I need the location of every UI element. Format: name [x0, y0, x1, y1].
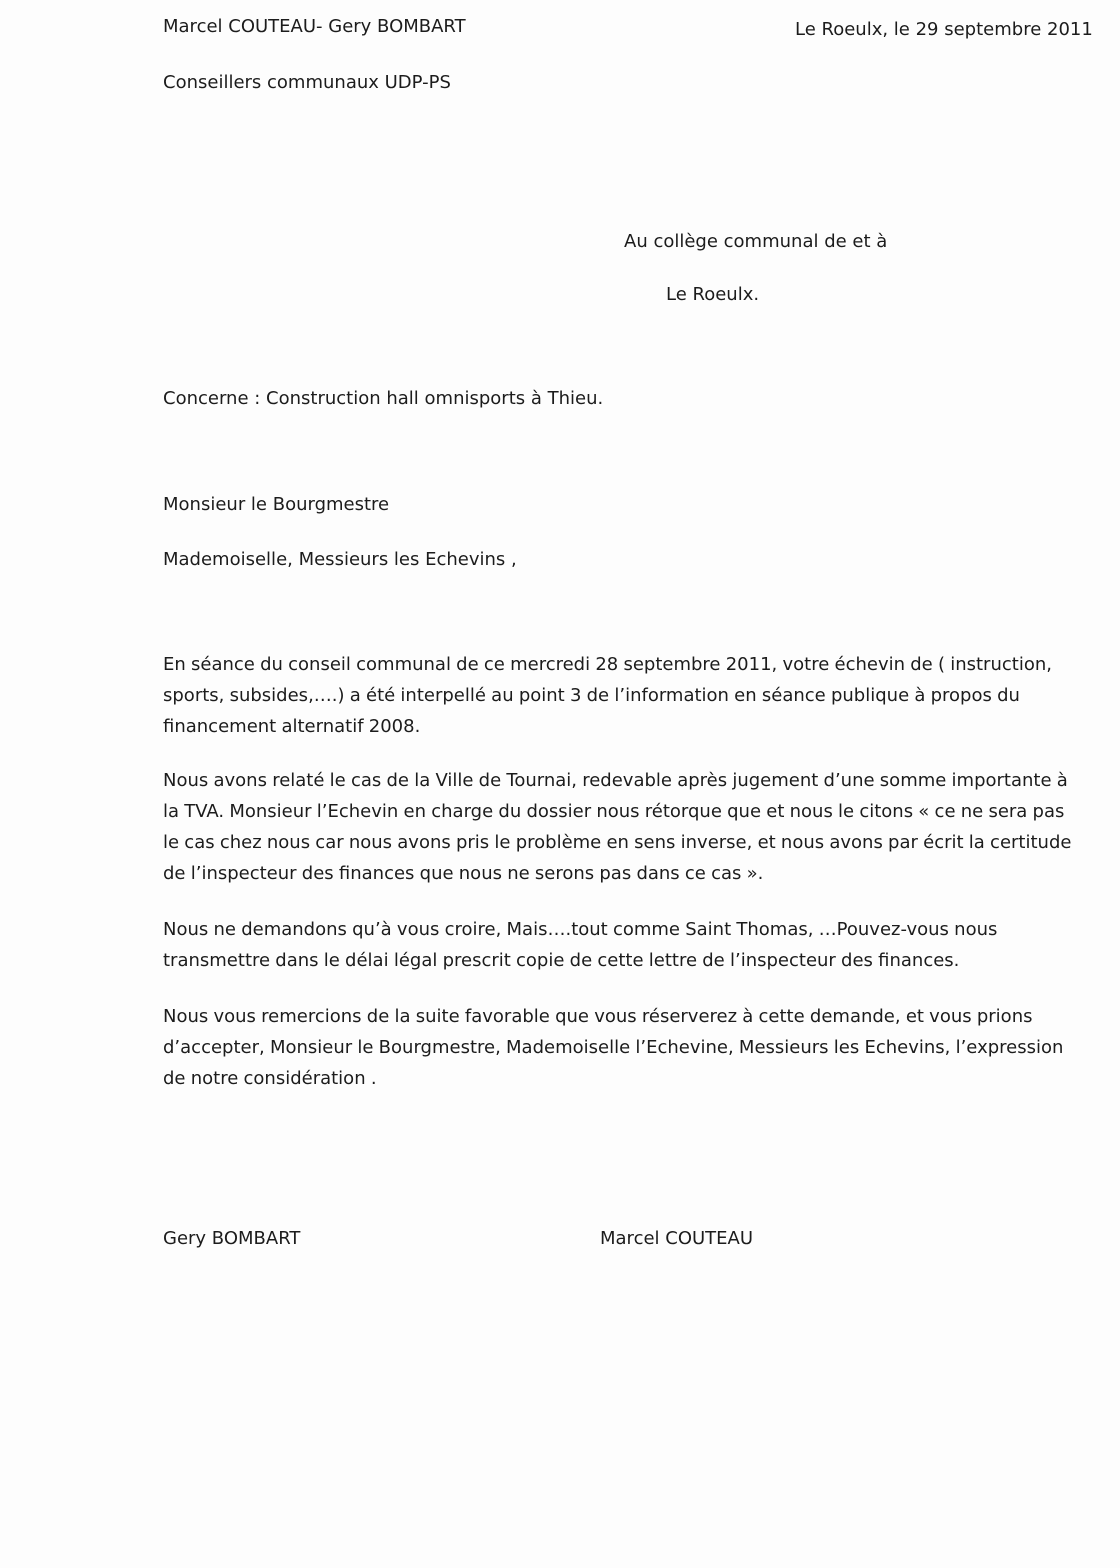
body-paragraph-2 — [163, 765, 1108, 889]
salutation-line-1: Monsieur le Bourgmestre — [163, 494, 390, 515]
body-line: Nous avons relaté le cas de la Ville de Tournai, redevable après jugement d’une somme importante à — [163, 770, 1068, 791]
body-line: transmettre dans le délai légal prescrit copie de cette lettre de l’inspecteur des finances. — [163, 950, 960, 971]
recipient-line-2: Le Roeulx. — [666, 284, 760, 305]
body-line: Nous vous remercions de la suite favorable que vous réserverez à cette demande, et vous prions — [163, 1006, 1033, 1027]
body-line: En séance du conseil communal de ce mercredi 28 septembre 2011, votre échevin de ( instruction, — [163, 654, 1052, 675]
sender-names: Marcel COUTEAU- Gery BOMBART — [163, 16, 466, 37]
signature-right: Marcel COUTEAU — [600, 1228, 754, 1249]
body-line: Nous ne demandons qu’à vous croire, Mais….tout comme Saint Thomas, …Pouvez-vous nous — [163, 919, 998, 940]
signature-left: Gery BOMBART — [163, 1228, 301, 1249]
body-paragraph-4 — [163, 1001, 1108, 1094]
body-line: sports, subsides,….) a été interpellé au point 3 de l’information en séance publique à propos du — [163, 685, 1020, 706]
subject-line: Concerne : Construction hall omnisports à Thieu. — [163, 388, 604, 409]
recipient-line-1: Au collège communal de et à — [624, 231, 888, 252]
salutation-line-2: Mademoiselle, Messieurs les Echevins , — [163, 549, 517, 570]
body-line: de l’inspecteur des finances que nous ne serons pas dans ce cas ». — [163, 863, 764, 884]
body-line: d’accepter, Monsieur le Bourgmestre, Mademoiselle l’Echevine, Messieurs les Echevins, l’expression — [163, 1037, 1064, 1058]
sender-role: Conseillers communaux UDP-PS — [163, 72, 451, 93]
body-paragraph-1 — [163, 649, 1108, 742]
body-line: le cas chez nous car nous avons pris le problème en sens inverse, et nous avons par écrit la certitude — [163, 832, 1072, 853]
place-date: Le Roeulx, le 29 septembre 2011 — [795, 19, 1093, 40]
body-line: la TVA. Monsieur l’Echevin en charge du dossier nous rétorque que et nous le citons « ce ne sera pas — [163, 801, 1065, 822]
body-line: financement alternatif 2008. — [163, 716, 421, 737]
body-paragraph-3 — [163, 914, 1108, 976]
body-line: de notre considération . — [163, 1068, 377, 1089]
